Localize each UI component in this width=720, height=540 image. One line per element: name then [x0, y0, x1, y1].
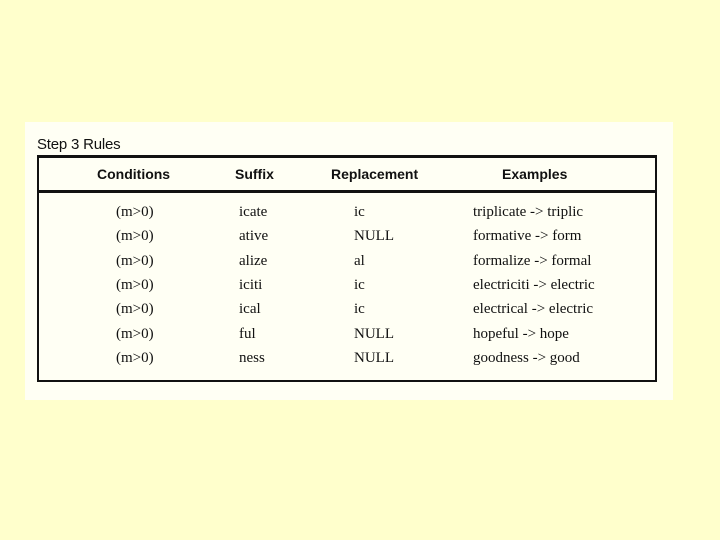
cell-replacement: al — [354, 252, 365, 269]
cell-replacement: ic — [354, 301, 365, 318]
header-examples: Examples — [502, 166, 568, 182]
cell-example: goodness -> good — [473, 349, 580, 366]
cell-example: electriciti -> electric — [473, 276, 595, 293]
header-conditions: Conditions — [97, 166, 171, 182]
cell-example: hopeful -> hope — [473, 325, 569, 342]
cell-replacement: ic — [354, 204, 365, 220]
cell-example: formalize -> formal — [473, 252, 592, 269]
cell-example: triplicate -> triplic — [473, 204, 584, 220]
scanned-table-image — [25, 122, 673, 400]
cell-condition: (m>0) — [116, 276, 154, 293]
cell-suffix: ative — [239, 228, 269, 245]
cell-suffix: iciti — [239, 276, 263, 293]
cell-condition: (m>0) — [116, 325, 154, 342]
rules-table — [37, 155, 657, 382]
cell-condition: (m>0) — [116, 228, 154, 245]
cell-condition: (m>0) — [116, 204, 154, 220]
cell-condition: (m>0) — [116, 349, 154, 366]
cell-suffix: icate — [239, 204, 268, 220]
cell-replacement: NULL — [354, 349, 394, 366]
cell-replacement: NULL — [354, 325, 394, 342]
header-rule — [39, 190, 655, 193]
cell-example: electrical -> electric — [473, 301, 594, 318]
table-caption: Step 3 Rules — [37, 136, 121, 153]
header-replacement: Replacement — [331, 166, 419, 182]
cell-suffix: alize — [239, 252, 268, 269]
cell-suffix: ful — [239, 325, 256, 342]
cell-condition: (m>0) — [116, 252, 154, 269]
header-suffix: Suffix — [235, 166, 274, 182]
cell-suffix: ness — [239, 349, 265, 366]
cell-suffix: ical — [239, 301, 261, 318]
table-top-rule — [39, 155, 655, 158]
cell-replacement: NULL — [354, 228, 394, 245]
cell-replacement: ic — [354, 276, 365, 293]
cell-condition: (m>0) — [116, 301, 154, 318]
cell-example: formative -> form — [473, 228, 582, 245]
